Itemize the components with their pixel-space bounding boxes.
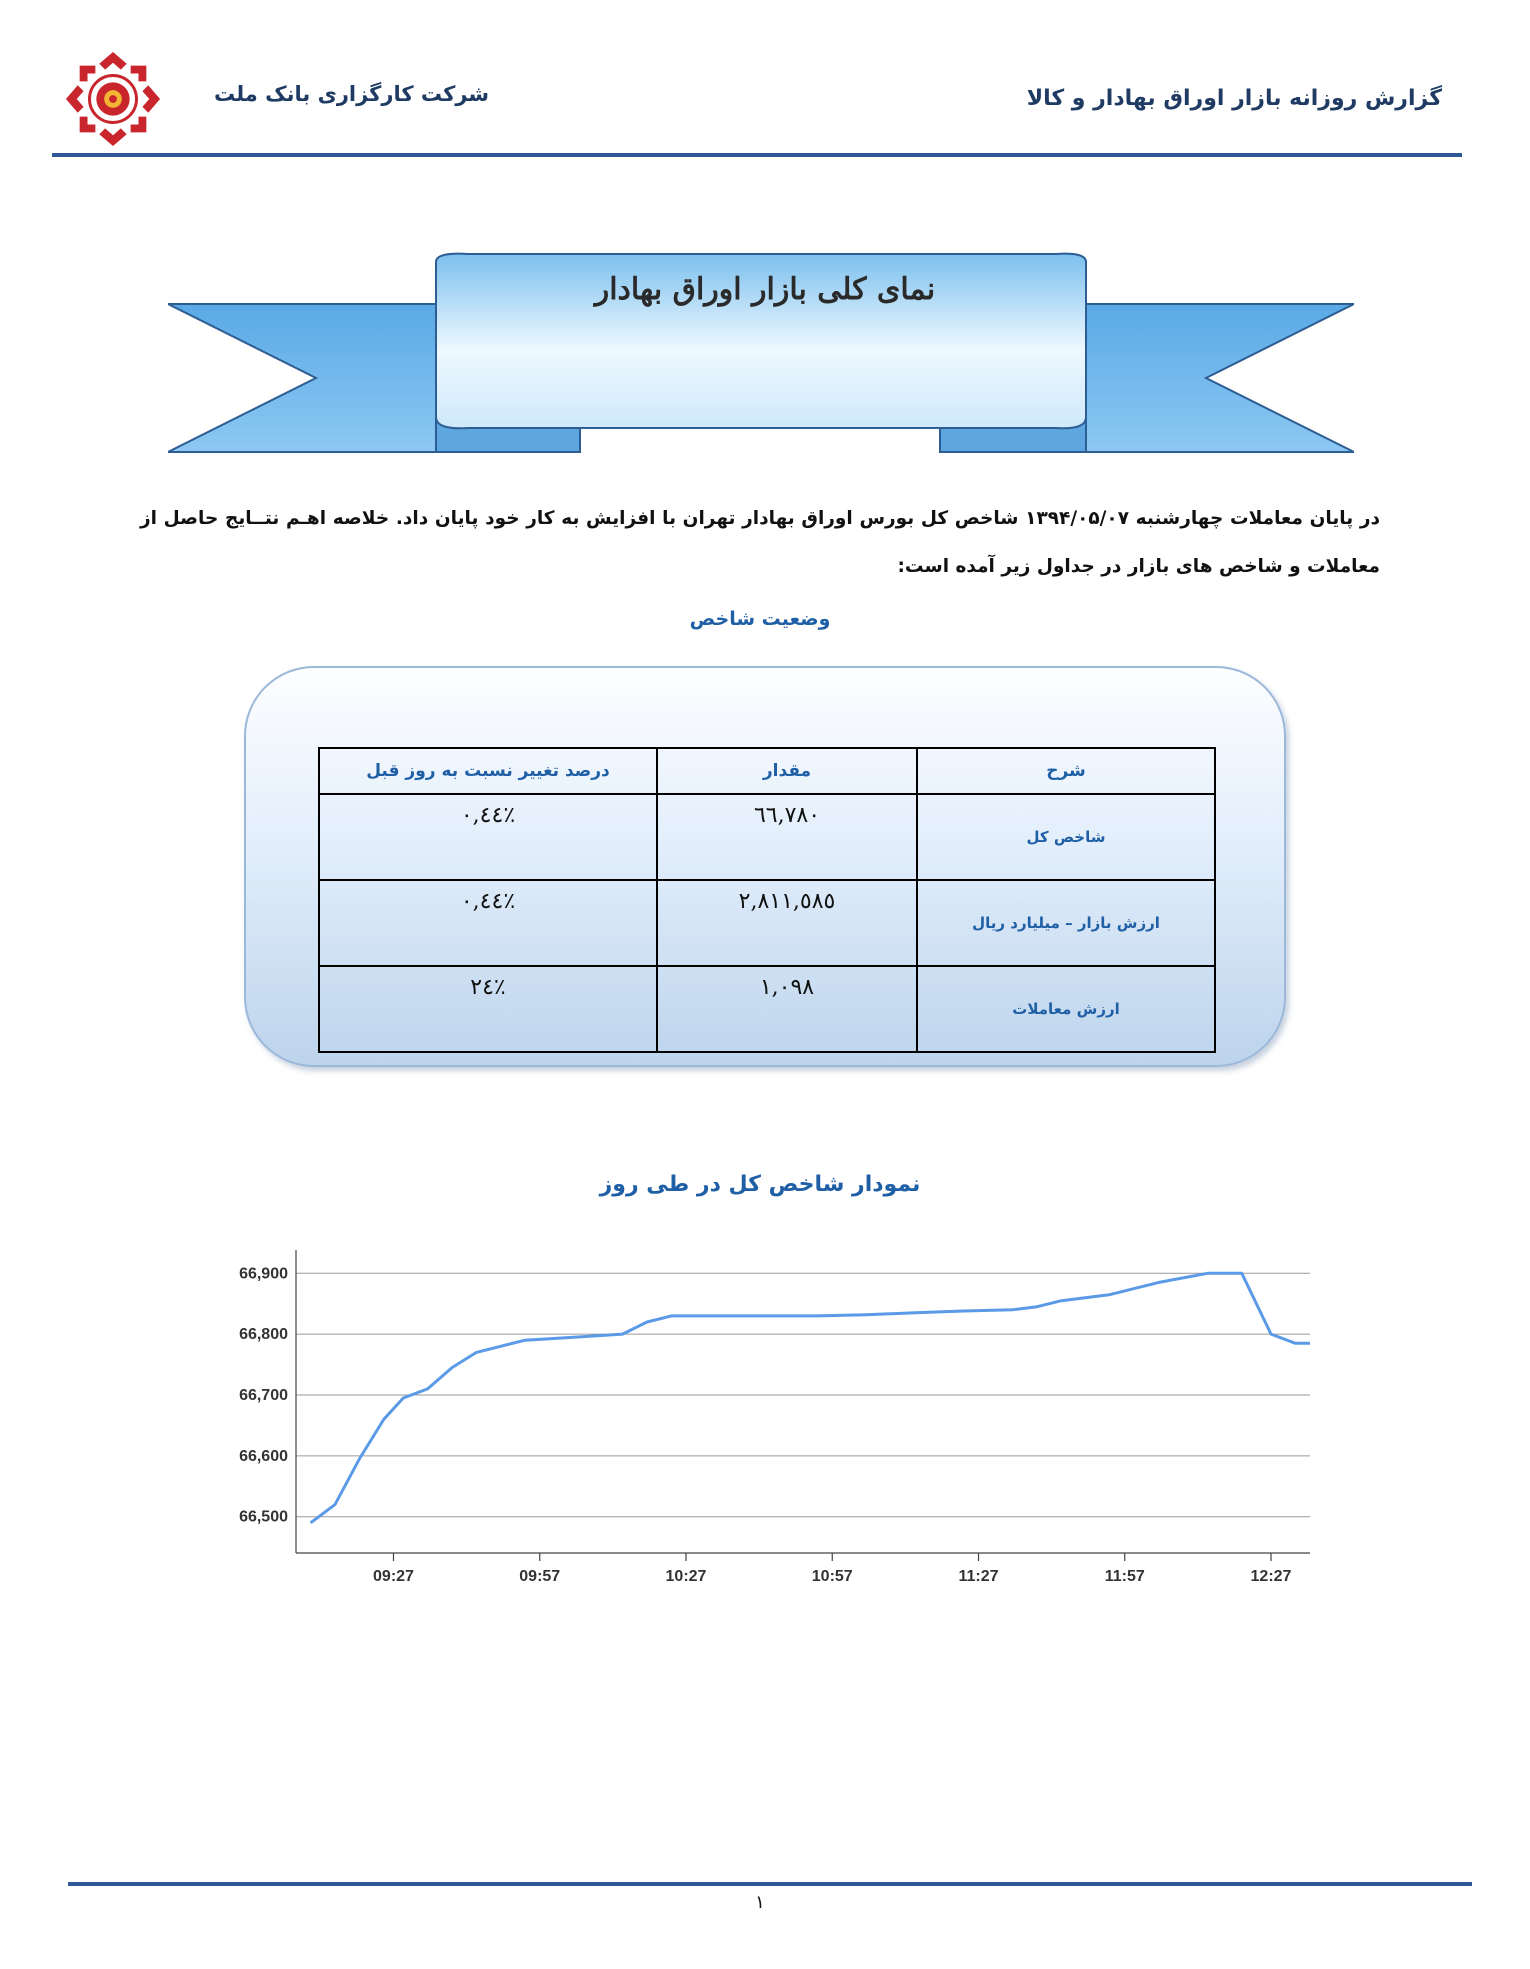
footer-divider (68, 1882, 1472, 1886)
x-tick-label: 10:27 (665, 1568, 707, 1585)
table-row (319, 794, 1215, 880)
banner-title: نمای کلی بازار اوراق بهادار (594, 272, 936, 307)
chart-title: نمودار شاخص کل در طی روز (599, 1172, 921, 1197)
index-status-table (318, 747, 1216, 1053)
bank-mellat-logo (64, 50, 162, 148)
row-description: شاخص کل (917, 794, 1215, 880)
y-tick-label: 66,800 (239, 1326, 288, 1344)
row-change: ٪٢٤ (319, 966, 657, 1052)
x-tick-label: 09:27 (373, 1568, 414, 1585)
y-tick-label: 66,600 (239, 1447, 288, 1465)
x-tick-label: 11:27 (958, 1568, 999, 1585)
col-header-amount: مقدار (657, 748, 917, 794)
x-tick-label: 09:57 (519, 1568, 561, 1585)
index-intraday-chart (200, 1245, 1330, 1585)
report-title: گزارش روزانه بازار اوراق بهادار و کالا (1026, 86, 1442, 111)
col-header-description: شرح (917, 748, 1215, 794)
row-amount: ١,٠٩٨ (657, 966, 917, 1052)
row-amount: ٢,٨١١,٥٨٥ (657, 880, 917, 966)
company-name: شرکت کارگزاری بانک ملت (214, 82, 490, 106)
row-change: ٪٠,٤٤ (319, 880, 657, 966)
row-change: ٪٠,٤٤ (319, 794, 657, 880)
x-tick-label: 12:27 (1250, 1568, 1292, 1585)
row-description: ارزش معاملات (917, 966, 1215, 1052)
row-amount: ٦٦,٧٨٠ (657, 794, 917, 880)
intro-paragraph: در پایان معاملات چهارشنبه ۱۳۹۴/۰۵/۰۷ شاخص کل بورس اوراق بهادار تهران با افزایش به کار خود پایان داد. خلاصه اهـم نتــایج حاصل از معاملات و شاخص های بازار در جداول زیر آمده است: (140, 508, 1380, 577)
table-row (319, 880, 1215, 966)
x-tick-label: 10:57 (811, 1568, 853, 1585)
table-row (319, 966, 1215, 1052)
x-tick-label: 11:57 (1104, 1568, 1145, 1585)
table-header-row (319, 748, 1215, 794)
y-tick-label: 66,900 (239, 1265, 288, 1283)
series-line (311, 1273, 1310, 1523)
y-tick-label: 66,500 (239, 1508, 288, 1526)
y-tick-label: 66,700 (239, 1387, 288, 1404)
col-header-change: درصد تغییر نسبت به روز قبل (319, 748, 657, 794)
page-number: ۱ (755, 1892, 765, 1913)
header-divider (52, 153, 1462, 157)
row-description: ارزش بازار – میلیارد ریال (917, 880, 1215, 966)
index-status-title: وضعیت شاخص (689, 608, 831, 630)
